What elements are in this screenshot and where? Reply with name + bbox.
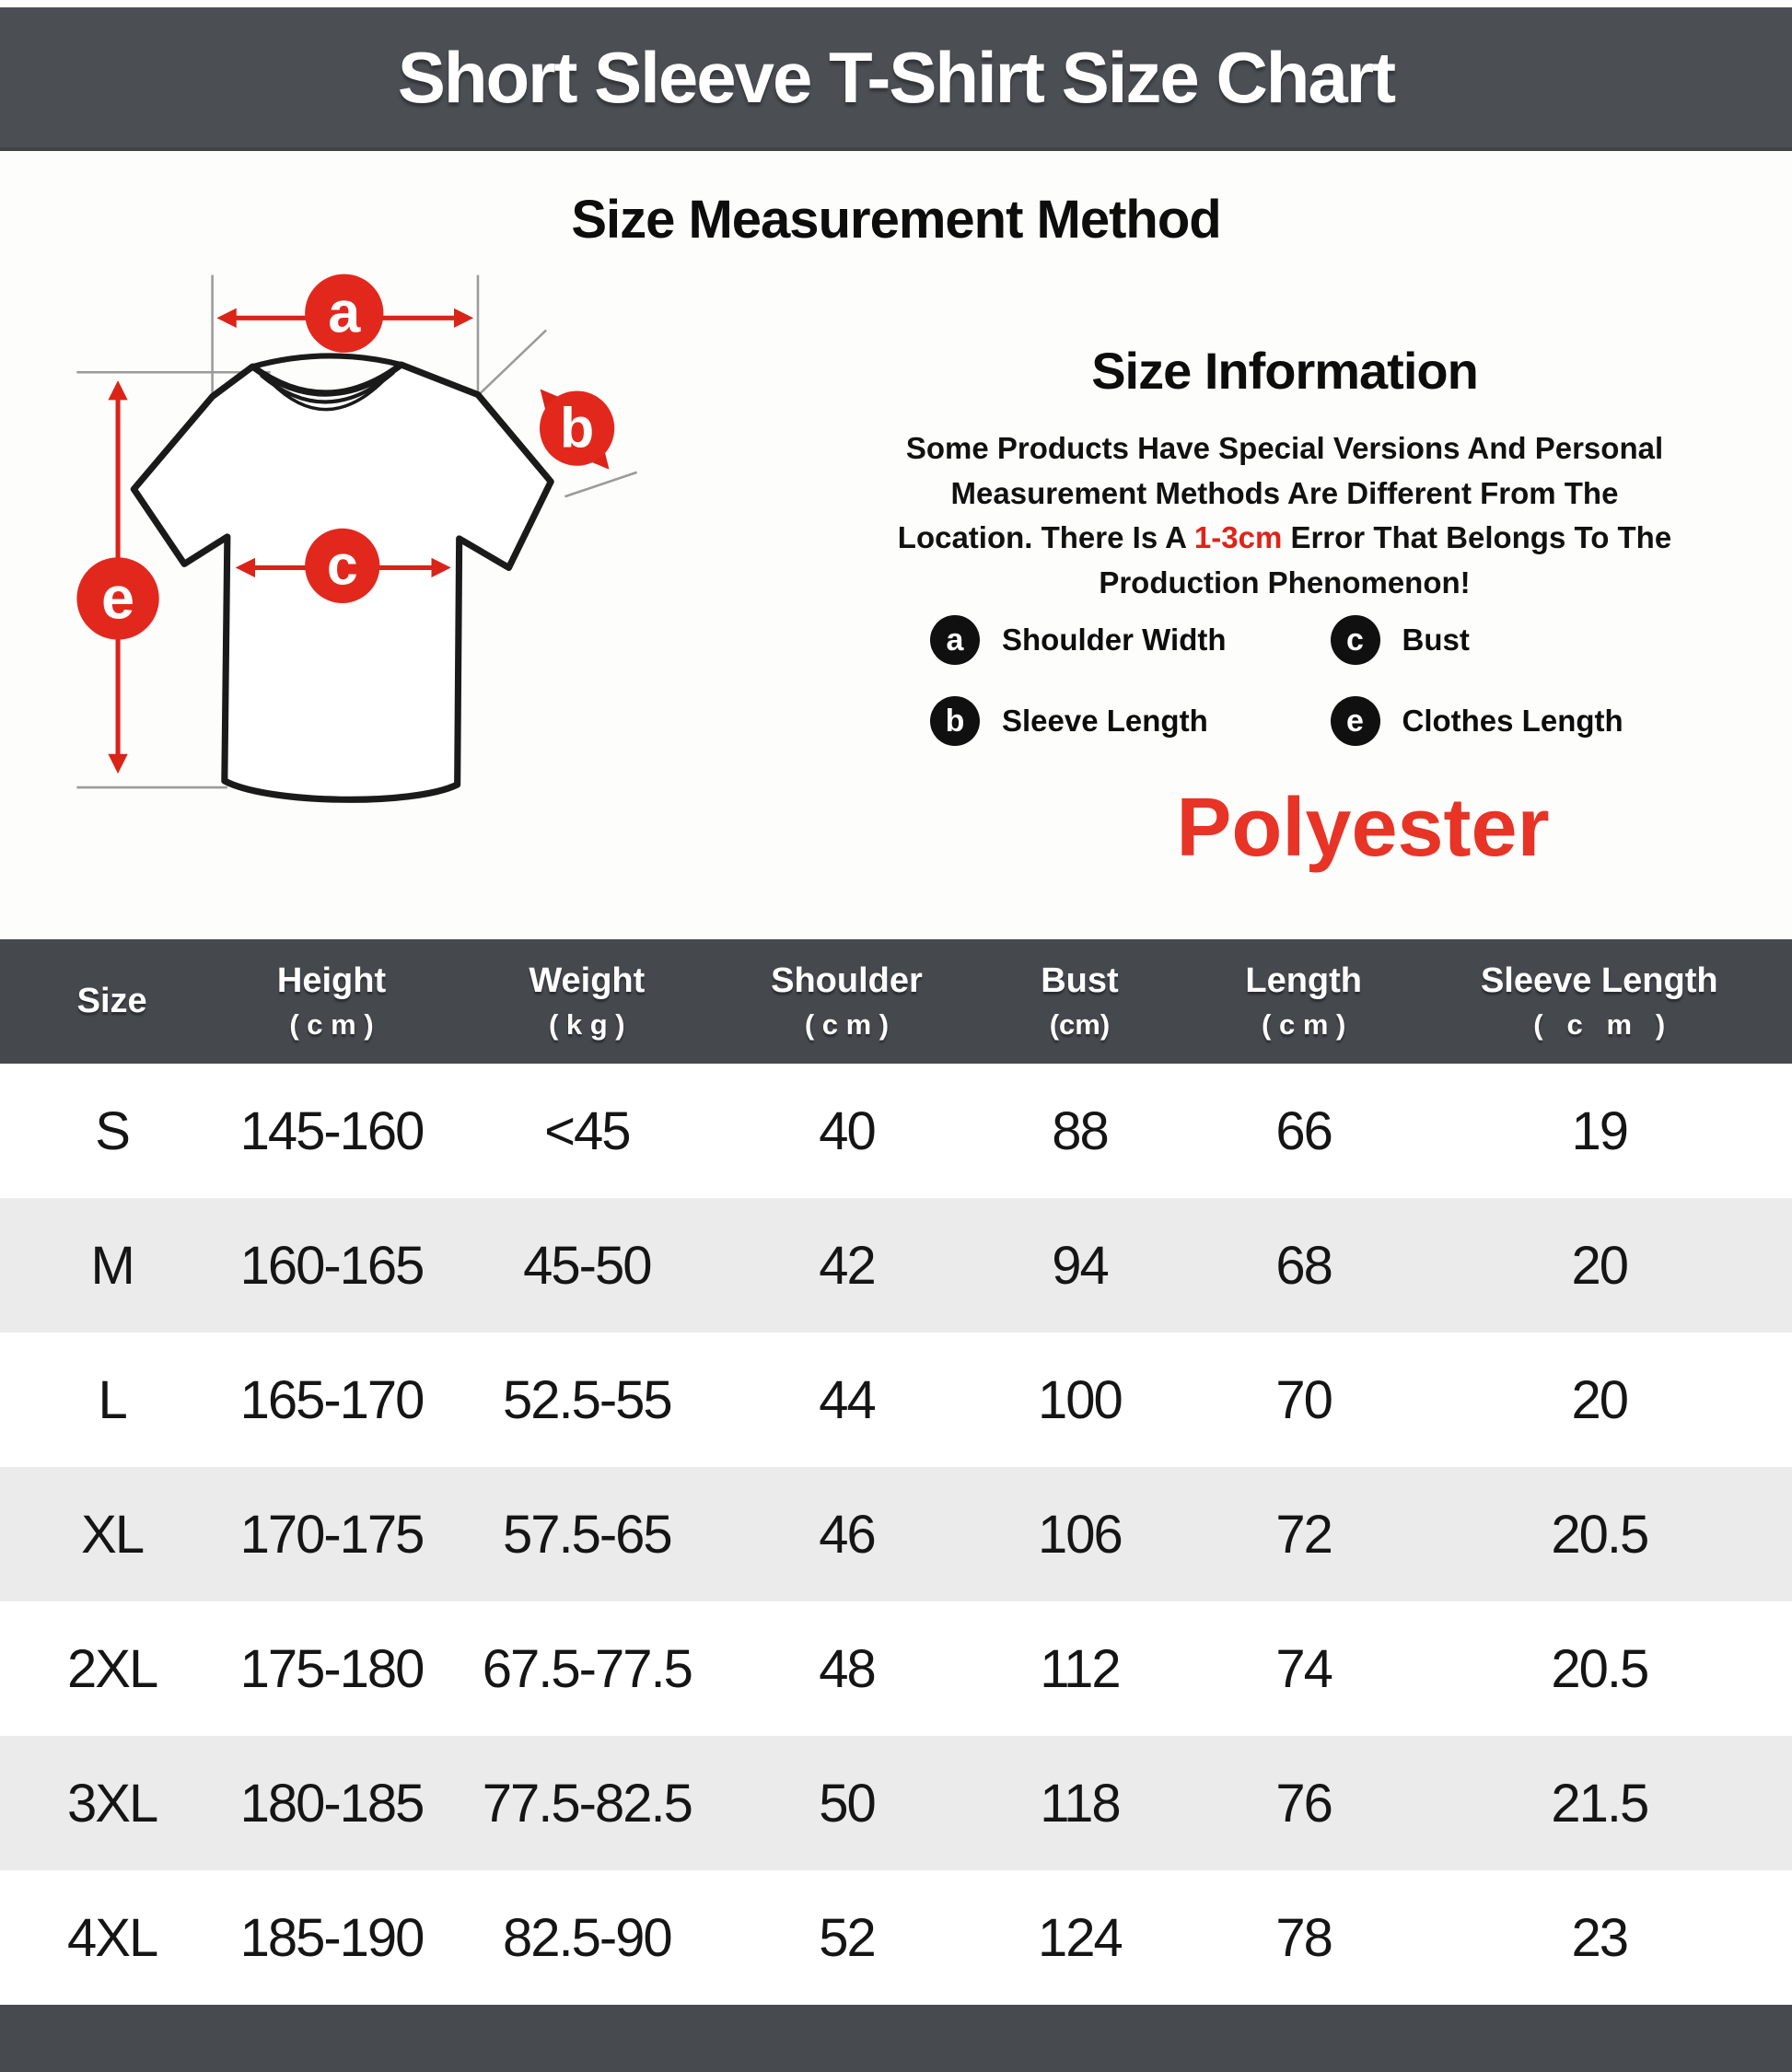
table-cell: 3XL xyxy=(67,1773,157,1833)
table-cell: 72 xyxy=(1275,1504,1332,1565)
marker-a: a xyxy=(328,280,361,345)
column-header-length: Length ( c m ) xyxy=(1245,961,1362,1041)
table-cell: <45 xyxy=(544,1100,630,1161)
table-cell: 170-175 xyxy=(239,1504,424,1565)
legend-item xyxy=(1331,696,1658,746)
table-cell: 45-50 xyxy=(523,1235,651,1296)
table-cell: 46 xyxy=(819,1504,875,1565)
tshirt-measurement-diagram xyxy=(53,238,661,845)
table-row-l xyxy=(0,1333,1792,1467)
table-cell: 67.5-77.5 xyxy=(482,1638,692,1699)
error-range-highlight: 1-3cm xyxy=(1193,520,1283,554)
table-row-m xyxy=(0,1198,1792,1333)
table-cell: L xyxy=(98,1369,126,1430)
marker-c: c xyxy=(326,533,358,597)
table-cell: 106 xyxy=(1038,1504,1122,1565)
measurement-legend xyxy=(930,615,1658,746)
table-row-xl xyxy=(0,1467,1792,1601)
table-cell: 48 xyxy=(819,1638,875,1699)
table-row-s xyxy=(0,1064,1792,1198)
header-bar xyxy=(0,7,1792,151)
table-cell: 20.5 xyxy=(1551,1504,1648,1565)
size-information-section xyxy=(875,341,1694,605)
column-header-height: Height ( c m ) xyxy=(276,961,387,1041)
page-title: Short Sleeve T-Shirt Size Chart xyxy=(397,36,1395,118)
table-cell: 21.5 xyxy=(1551,1773,1648,1833)
legend-item xyxy=(930,696,1331,746)
material-label: Polyester xyxy=(1176,782,1550,874)
table-row-2xl xyxy=(0,1601,1792,1736)
legend-item xyxy=(930,615,1331,665)
table-cell: 100 xyxy=(1038,1369,1122,1430)
legend-label: Clothes Length xyxy=(1402,704,1623,738)
table-cell: 78 xyxy=(1275,1907,1332,1968)
table-cell: 70 xyxy=(1275,1369,1332,1430)
table-cell: M xyxy=(90,1235,134,1296)
table-cell: 19 xyxy=(1571,1100,1628,1161)
table-cell: 44 xyxy=(819,1369,875,1430)
footer-bar xyxy=(0,2005,1792,2072)
table-cell: 185-190 xyxy=(239,1907,424,1968)
table-cell: 52 xyxy=(819,1907,875,1968)
table-cell: 50 xyxy=(819,1773,875,1833)
table-cell: 76 xyxy=(1275,1773,1332,1833)
column-header-weight: Weight ( k g ) xyxy=(529,961,646,1041)
size-table-header-row xyxy=(0,939,1792,1064)
marker-b: b xyxy=(560,396,595,460)
table-cell: 74 xyxy=(1275,1638,1332,1699)
marker-e: e xyxy=(100,564,135,632)
legend-label: Shoulder Width xyxy=(1002,623,1227,657)
table-cell: 124 xyxy=(1038,1907,1122,1968)
table-cell: 77.5-82.5 xyxy=(482,1773,692,1833)
column-header-size: Size xyxy=(76,982,147,1020)
table-cell: 66 xyxy=(1275,1100,1332,1161)
table-cell: 94 xyxy=(1052,1235,1108,1296)
table-cell: 2XL xyxy=(67,1638,157,1699)
size-info-text-after: Error That Belongs To The Production Phenomenon! xyxy=(1099,520,1672,599)
table-cell: 118 xyxy=(1040,1773,1120,1833)
table-cell: 40 xyxy=(819,1100,875,1161)
legend-item xyxy=(1331,615,1658,665)
table-cell: 180-185 xyxy=(239,1773,424,1833)
table-cell: 20 xyxy=(1571,1235,1628,1296)
table-cell: 57.5-65 xyxy=(502,1504,671,1565)
table-cell: 42 xyxy=(819,1235,875,1296)
table-row-3xl xyxy=(0,1736,1792,1870)
table-cell: 145-160 xyxy=(239,1100,424,1161)
table-cell: 20.5 xyxy=(1551,1638,1648,1699)
table-cell: 175-180 xyxy=(239,1638,424,1699)
table-cell: 112 xyxy=(1040,1638,1120,1699)
measurement-method-title: Size Measurement Method xyxy=(571,190,1221,250)
size-table xyxy=(0,939,1792,2005)
table-cell: 52.5-55 xyxy=(502,1369,671,1430)
table-cell: 88 xyxy=(1052,1100,1108,1161)
table-cell: XL xyxy=(81,1504,144,1565)
size-information-text xyxy=(893,426,1676,605)
table-cell: 4XL xyxy=(67,1907,157,1968)
column-header-bust: Bust (cm) xyxy=(1041,961,1119,1041)
tshirt-diagram-svg xyxy=(53,238,661,845)
size-info-text-before: Some Products Have Special Versions And Personal Measurement Methods Are Different From The Location. There Is A xyxy=(897,431,1664,554)
legend-label: Bust xyxy=(1402,623,1470,657)
table-cell: S xyxy=(95,1100,129,1161)
table-cell: 68 xyxy=(1275,1235,1332,1296)
table-cell: 165-170 xyxy=(239,1369,424,1430)
size-information-heading: Size Information xyxy=(1091,342,1478,400)
legend-badge-a: a xyxy=(930,615,980,665)
legend-label: Sleeve Length xyxy=(1002,704,1208,738)
legend-badge-e: e xyxy=(1331,696,1380,746)
legend-badge-c: c xyxy=(1331,615,1380,665)
table-cell: 82.5-90 xyxy=(502,1907,671,1968)
table-row-4xl xyxy=(0,1870,1792,2005)
column-header-shoulder: Shoulder ( c m ) xyxy=(771,961,923,1041)
legend-badge-b: b xyxy=(930,696,980,746)
table-cell: 23 xyxy=(1571,1907,1628,1968)
table-cell: 160-165 xyxy=(239,1235,424,1296)
column-header-sleeve-length: Sleeve Length ( c m ) xyxy=(1480,961,1718,1041)
table-cell: 20 xyxy=(1571,1369,1628,1430)
